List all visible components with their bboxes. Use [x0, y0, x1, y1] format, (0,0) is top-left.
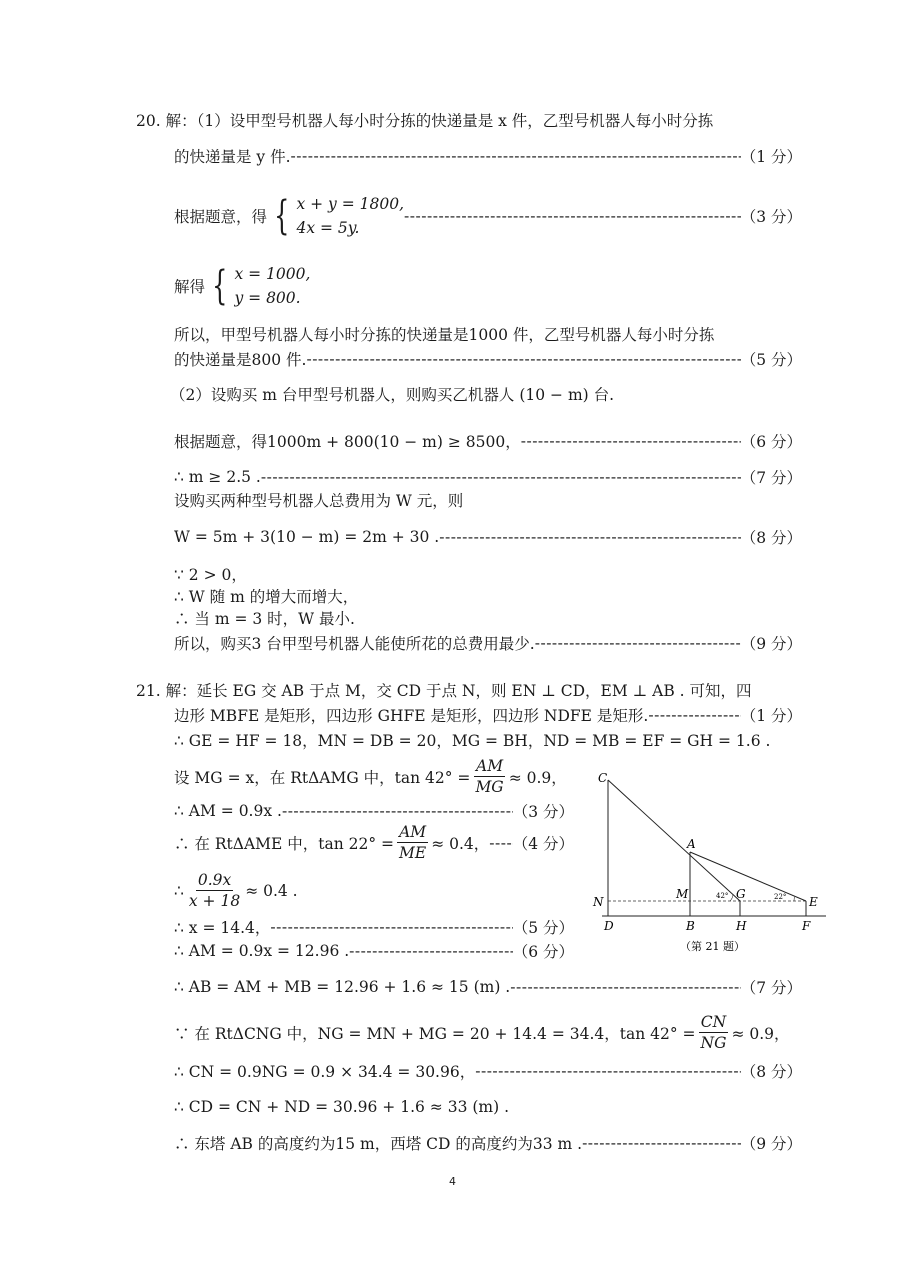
- q21-line-10: [174, 976, 802, 998]
- q20-line-11: [174, 526, 802, 548]
- q21-text: ≈ 0.4，: [431, 834, 490, 853]
- q21-line-5: [174, 800, 574, 822]
- q20-line-2: [174, 145, 802, 167]
- score-mark: （9 分）: [740, 1135, 802, 1153]
- score-mark: （8 分）: [740, 529, 802, 547]
- q20-line-8: [174, 430, 802, 452]
- equation: y = 800.: [234, 289, 301, 307]
- score-mark: （8 分）: [740, 1063, 802, 1081]
- q20-text: ∴ m ≥ 2.5 .: [174, 468, 261, 486]
- label-m: M: [676, 887, 689, 901]
- fraction-denominator: MG: [475, 778, 504, 796]
- angle-arc-42: [730, 894, 733, 901]
- q20-system-2: [174, 262, 310, 310]
- q20-text: 解得: [174, 278, 206, 296]
- equation-system: { x + y = 1800, 4x = 5y.: [274, 193, 405, 239]
- q21-text: ∴: [174, 881, 184, 900]
- segment-cg: [608, 780, 740, 901]
- q21-text: ≈ 0.4 .: [245, 881, 298, 900]
- q21-text: ∴ AM = 0.9x = 12.96 .: [174, 942, 350, 960]
- dash-leader: [489, 834, 512, 852]
- q21-line-6: [174, 822, 574, 863]
- dash-leader: [404, 207, 741, 225]
- q21-text: ∴ AB = AM + MB = 12.96 + 1.6 ≈ 15 (m) .: [174, 978, 511, 996]
- q21-line-4: [174, 756, 567, 797]
- q21-line-7: [174, 870, 298, 911]
- label-n: N: [593, 895, 604, 909]
- equation-system: { x = 1000, y = 800.: [212, 263, 311, 309]
- equation: x + y = 1800,: [296, 195, 405, 213]
- q20-line-13: ∴ W 随 m 的增大而增大，: [174, 588, 359, 606]
- q20-line-7: （2）设购买 m 台甲型号机器人，则购买乙机器人 (10 − m) 台.: [170, 386, 615, 404]
- page-number: 4: [449, 1175, 456, 1188]
- score-mark: （7 分）: [740, 469, 802, 487]
- q21-text: ∵ 在 RtΔCNG 中，NG = MN + MG = 20 + 14.4 = 34.4，tan 42° =: [174, 1024, 696, 1043]
- q20-line-10: 设购买两种型号机器人总费用为 W 元，则: [174, 492, 464, 510]
- q21-line-14: [174, 1132, 802, 1154]
- q20-line-14: ∴ 当 m = 3 时，W 最小.: [174, 610, 355, 628]
- label-h: H: [736, 919, 747, 933]
- fraction: [699, 1012, 729, 1053]
- dash-leader: [535, 634, 741, 652]
- q21-line-13: ∴ CD = CN + ND = 30.96 + 1.6 ≈ 33 (m) .: [174, 1098, 510, 1116]
- label-c: C: [598, 771, 608, 785]
- score-mark: （9 分）: [740, 635, 802, 653]
- q21-line-12: [174, 1060, 802, 1082]
- angle-arc-22: [794, 896, 795, 901]
- dash-leader: [349, 942, 513, 960]
- q21-line-11: [174, 1012, 790, 1053]
- fraction: [473, 756, 505, 797]
- label-d: D: [604, 919, 614, 933]
- q21-text: ∴ 东塔 AB 的高度约为15 m，西塔 CD 的高度约为33 m .: [174, 1135, 583, 1153]
- dash-leader: [475, 1062, 740, 1080]
- label-b: B: [686, 919, 695, 933]
- dash-leader: [510, 978, 740, 996]
- equation: x = 1000,: [234, 265, 311, 283]
- q20-text: 根据题意，得1000m + 800(10 − m) ≥ 8500，: [174, 433, 521, 451]
- fraction-numerator: 0.9x: [197, 871, 232, 889]
- angle-label-42: 42°: [716, 892, 729, 900]
- q20-text: 的快递量是 y 件.: [174, 148, 291, 166]
- figure-caption: （第 21 题）: [680, 940, 745, 953]
- q20-text: W = 5m + 3(10 − m) = 2m + 30 .: [174, 528, 440, 546]
- score-mark: （1 分）: [740, 707, 802, 725]
- q21-line-1: 21. 解：延长 EG 交 AB 于点 M，交 CD 于点 N，则 EN ⊥ CD，EM ⊥ AB . 可知，四: [136, 682, 752, 700]
- fraction-denominator: x + 18: [188, 892, 241, 910]
- label-f: F: [802, 919, 811, 933]
- label-a: A: [687, 837, 696, 851]
- fraction-numerator: AM: [476, 757, 504, 775]
- fraction-numerator: AM: [399, 823, 427, 841]
- score-mark: （5 分）: [740, 351, 802, 369]
- fraction-numerator: CN: [700, 1013, 727, 1031]
- dash-leader: [306, 350, 740, 368]
- q21-text: ∴ CN = 0.9NG = 0.9 × 34.4 = 30.96，: [174, 1063, 476, 1081]
- dash-leader: [291, 147, 741, 165]
- q20-line-5: 所以，甲型号机器人每小时分拣的快递量是1000 件，乙型号机器人每小时分拣: [174, 326, 715, 344]
- dash-leader: [261, 468, 741, 486]
- dash-leader: [582, 1134, 741, 1152]
- label-g: G: [736, 887, 746, 901]
- score-mark: （6 分）: [740, 433, 802, 451]
- angle-label-22: 22°: [774, 893, 787, 901]
- score-mark: （3 分）: [512, 803, 574, 821]
- q21-text: ≈ 0.9，: [508, 768, 567, 787]
- q21-text: 设 MG = x，在 RtΔAMG 中，tan 42° =: [174, 768, 471, 787]
- dash-leader: [439, 528, 740, 546]
- segment-ae: [690, 852, 806, 901]
- q21-text: ≈ 0.9，: [731, 1024, 790, 1043]
- q21-line-2: [174, 704, 802, 726]
- dash-leader: [521, 432, 741, 450]
- q20-text: 的快递量是800 件.: [174, 351, 307, 369]
- q20-text: 所以，购买3 台甲型号机器人能使所花的总费用最少.: [174, 635, 535, 653]
- q21-text: ∴ AM = 0.9x .: [174, 802, 282, 820]
- label-e: E: [809, 895, 818, 909]
- q21-line-8: [174, 916, 574, 938]
- fraction-denominator: ME: [399, 844, 427, 862]
- score-mark: （3 分）: [740, 208, 802, 226]
- geometry-figure: [590, 770, 830, 960]
- dash-leader: [282, 802, 513, 820]
- q21-line-9: [174, 940, 574, 962]
- q21-text: ∴ x = 14.4，: [174, 919, 271, 937]
- fraction: [397, 822, 428, 863]
- score-mark: （5 分）: [512, 919, 574, 937]
- q20-text: 根据题意，得: [174, 208, 268, 226]
- score-mark: （7 分）: [740, 979, 802, 997]
- score-mark: （6 分）: [512, 943, 574, 961]
- q20-line-6: [174, 348, 802, 370]
- q20-line-1: 20. 解：（1）设甲型号机器人每小时分拣的快递量是 x 件，乙型号机器人每小时分拣: [136, 112, 714, 130]
- score-mark: （4 分）: [512, 834, 574, 853]
- q20-line-15: [174, 632, 802, 654]
- q21-text: ∴ 在 RtΔAME 中，tan 22° =: [174, 834, 395, 853]
- q20-line-9: [174, 466, 802, 488]
- dash-leader: [648, 706, 740, 724]
- equation: 4x = 5y.: [296, 219, 360, 237]
- score-mark: （1 分）: [740, 148, 802, 166]
- dash-leader: [270, 918, 512, 936]
- q21-text: 边形 MBFE 是矩形，四边形 GHFE 是矩形，四边形 NDFE 是矩形.: [174, 707, 649, 725]
- q20-system-1: [174, 192, 802, 240]
- q20-line-12: ∵ 2 > 0，: [174, 566, 247, 584]
- fraction: [187, 870, 242, 911]
- q21-line-3: ∴ GE = HF = 18，MN = DB = 20，MG = BH，ND = MB = EF = GH = 1.6 .: [174, 732, 771, 750]
- fraction-denominator: NG: [700, 1034, 727, 1052]
